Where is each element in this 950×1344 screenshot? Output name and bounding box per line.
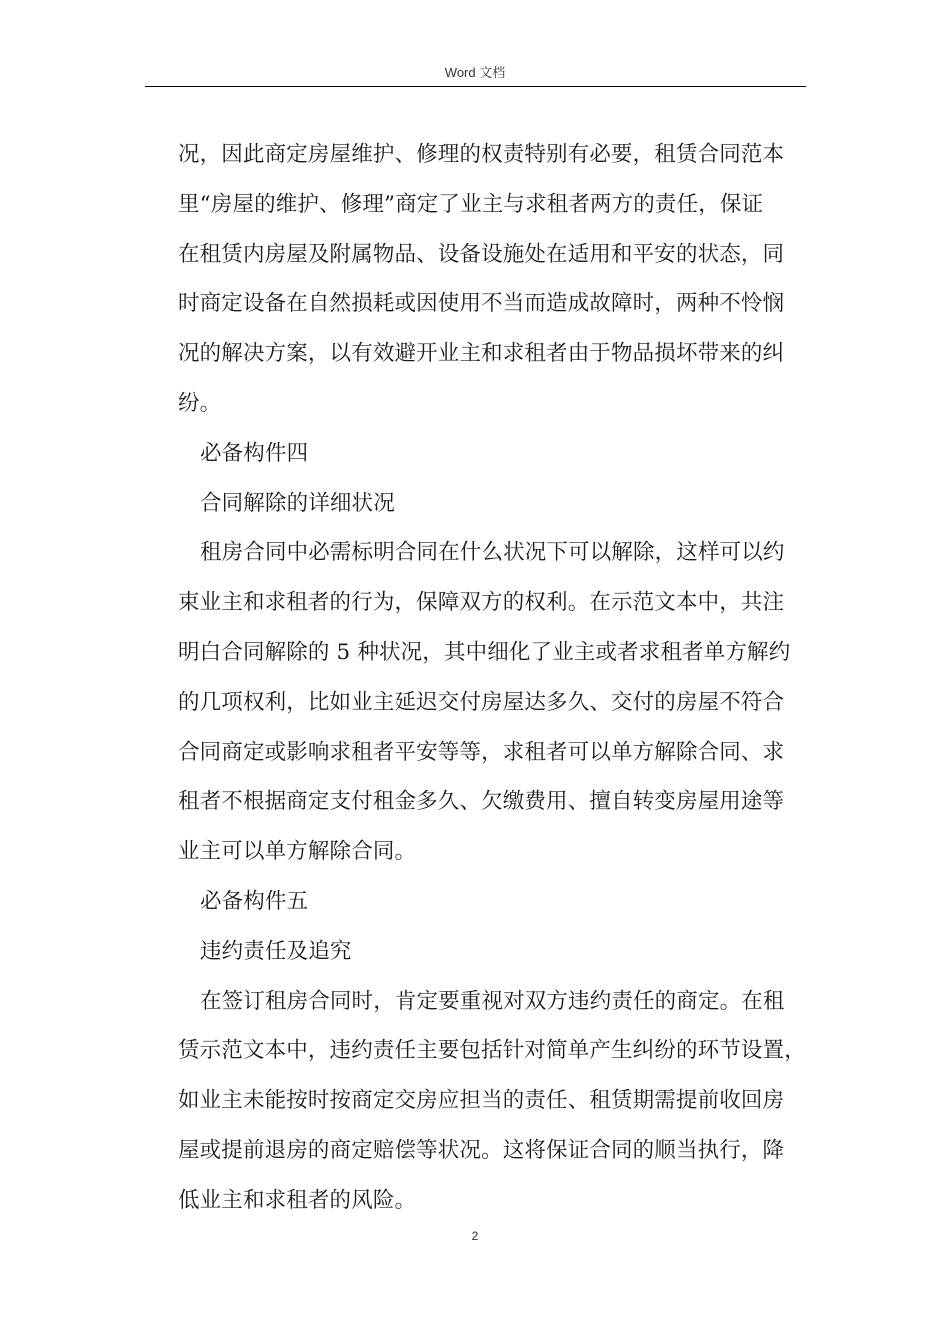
paragraph-line: 低业主和求租者的风险。 — [178, 1187, 417, 1213]
page-header: Word 文档 — [444, 65, 506, 80]
section-subheading: 违约责任及追究 — [200, 938, 352, 964]
paragraph-line: 明白合同解除的 5 种状况，其中细化了业主或者求租者单方解约 — [178, 639, 791, 665]
section-heading: 必备构件四 — [200, 440, 309, 466]
paragraph-line: 里“房屋的维护、修理”商定了业主与求租者两方的责任，保证 — [178, 191, 764, 217]
paragraph-line: 况的解决方案，以有效避开业主和求租者由于物品损坏带来的纠 — [178, 341, 785, 367]
paragraph-line: 屋或提前退房的商定赔偿等状况。这将保证合同的顺当执行，降 — [178, 1137, 785, 1163]
paragraph-line: 租者不根据商定支付租金多久、欠缴费用、擅自转变房屋用途等 — [178, 789, 785, 815]
paragraph-line: 束业主和求租者的行为，保障双方的权利。在示范文本中，共注 — [178, 590, 785, 616]
section-subheading: 合同解除的详细状况 — [200, 490, 395, 516]
page-number: 2 — [471, 1229, 479, 1243]
paragraph-line: 在签订租房合同时，肯定要重视对双方违约责任的商定。在租 — [200, 988, 785, 1014]
paragraph-line: 的几项权利，比如业主延迟交付房屋达多久、交付的房屋不符合 — [178, 689, 785, 715]
paragraph-line: 况，因此商定房屋维护、修理的权责特别有必要，租赁合同范本 — [178, 142, 785, 167]
paragraph-line: 合同商定或影响求租者平安等等，求租者可以单方解除合同、求 — [178, 739, 785, 765]
header-divider — [145, 86, 806, 87]
document-body — [178, 130, 808, 1226]
paragraph-line: 租房合同中必需标明合同在什么状况下可以解除，这样可以约 — [200, 540, 785, 566]
paragraph-line: 赁示范文本中，违约责任主要包括针对简单产生纠纷的环节设置， — [178, 1038, 806, 1064]
paragraph-line: 如业主未能按时按商定交房应担当的责任、租赁期需提前收回房 — [178, 1088, 785, 1114]
section-heading: 必备构件五 — [200, 888, 309, 914]
paragraph-line: 时商定设备在自然损耗或因使用不当而造成故障时，两种不怜悯 — [178, 291, 785, 317]
paragraph-line: 业主可以单方解除合同。 — [178, 839, 417, 865]
paragraph-line: 纷。 — [178, 390, 222, 416]
paragraph-line: 在租赁内房屋及附属物品、设备设施处在适用和平安的状态，同 — [178, 241, 785, 267]
